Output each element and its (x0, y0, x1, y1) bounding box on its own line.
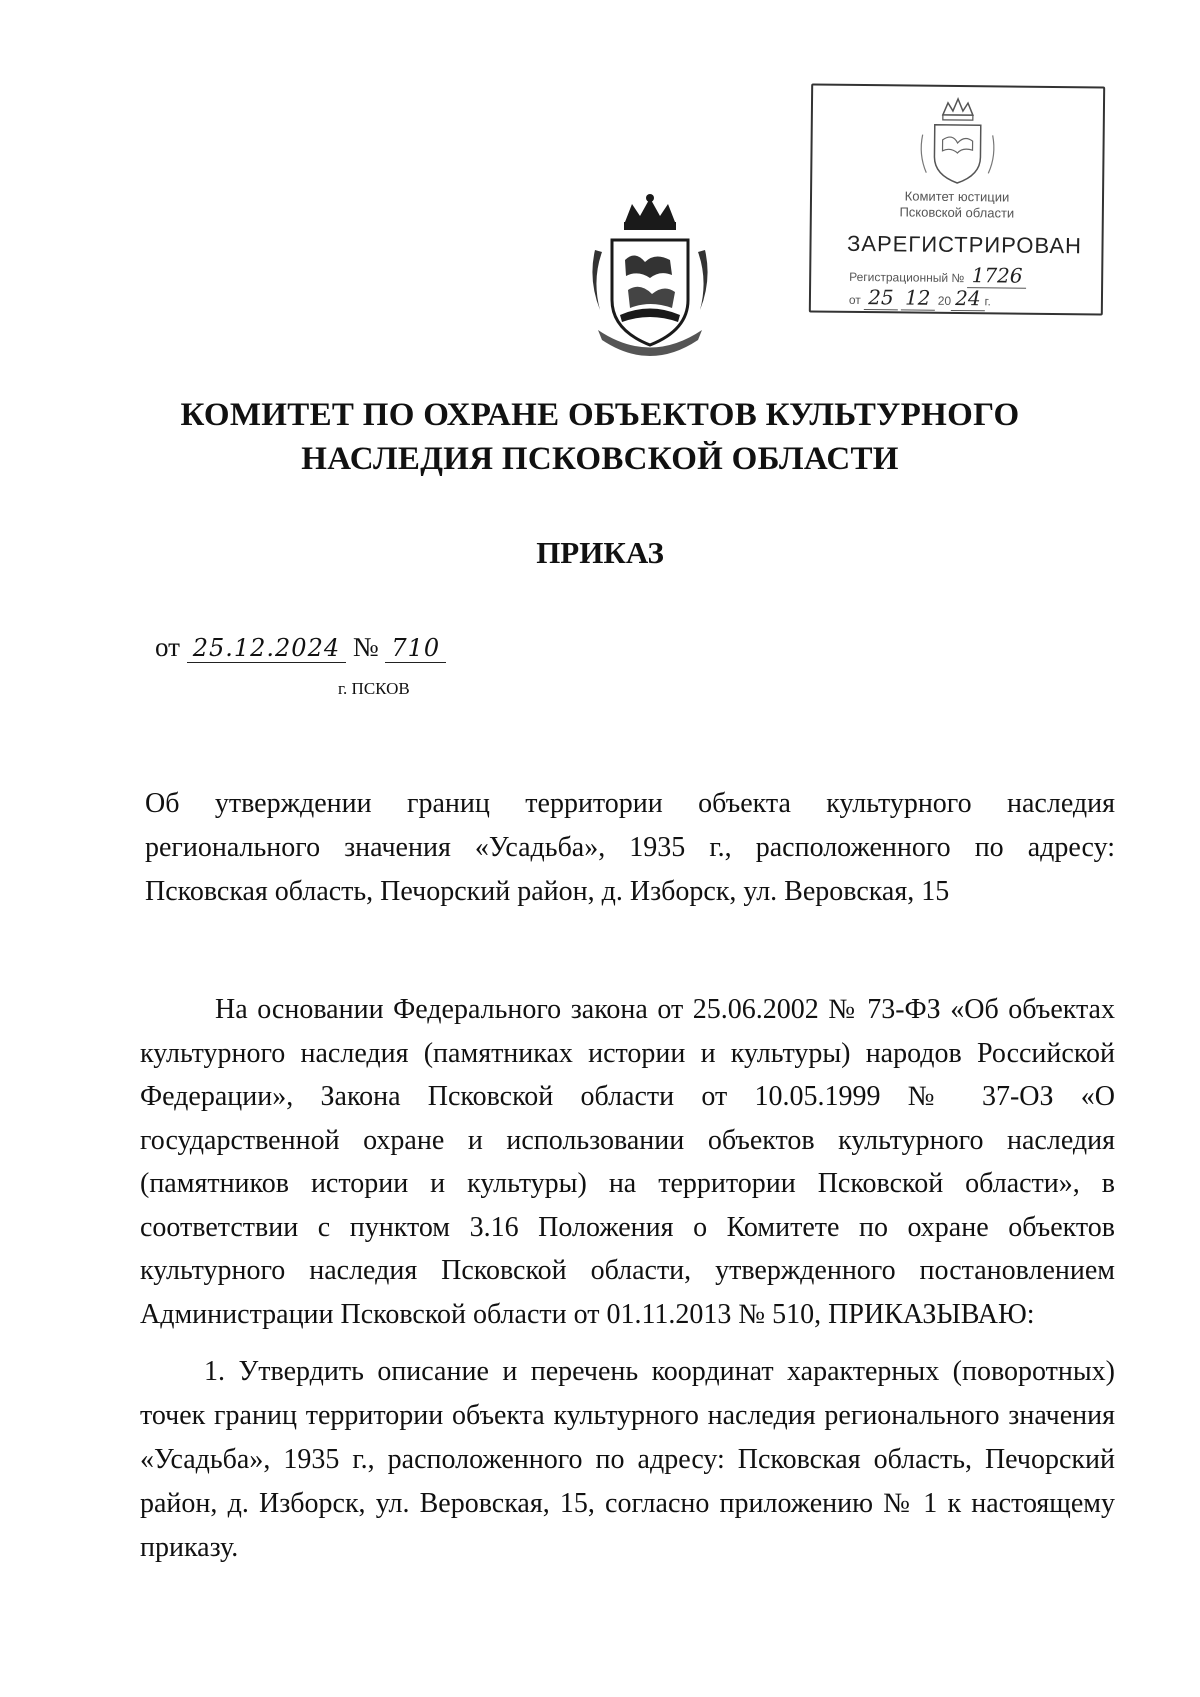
item-1-paragraph: 1. Утвердить описание и перечень координат характерных (поворотных) точек границ территории объекта культурного наследия регионального значения «Усадьба», 1935 г., расположенного по адресу: Псковская область, Печорский район, д. Изборск, ул. Веровская, 15, согласно приложению № 1 к настоящему приказу. (140, 1356, 1115, 1563)
stamp-reg-label: Регистрационный № (849, 269, 965, 286)
order-date-value: 25.12.2024 (187, 634, 346, 663)
order-number-value: 710 (385, 634, 446, 663)
order-item-1 (140, 1350, 1115, 1570)
organization-title-line1: КОМИТЕТ ПО ОХРАНЕ ОБЪЕКТОВ КУЛЬТУРНОГО (180, 397, 1020, 433)
document-type: ПРИКАЗ (536, 535, 664, 570)
stamp-date-month: 12 (901, 285, 935, 310)
order-preamble (140, 988, 1115, 1336)
stamp-date-suffix: г. (984, 294, 991, 309)
stamp-org-line1: Комитет юстиции (904, 188, 1010, 205)
organization-title (150, 393, 1050, 481)
stamp-title: ЗАРЕГИСТРИРОВАН (846, 230, 1083, 259)
order-date-number (155, 632, 446, 663)
preamble-paragraph: На основании Федерального закона от 25.06.2002 № 73-ФЗ «Об объектах культурного наследия (памятниках истории и культуры) народов Российской Федерации», Закона Псковской области от 10.05.1999 № 37-ОЗ «О государственной охране и использовании объектов культурного наследия (памятников истории и культуры) на территории Псковской области», в соответствии с пунктом 3.16 Положения о Комитете по охране объектов культурного наследия Псковской области, утвержденного постановлением Администрации Псковской области от 01.11.2013 № 510, ПРИКАЗЫВАЮ: (140, 994, 1115, 1330)
order-subject: Об утверждении границ территории объекта культурного наследия регионального значения «Усадьба», 1935 г., расположенного по адресу: Псковская область, Печорский район, д. Изборск, ул. Веровская, 15 (145, 788, 1115, 907)
stamp-date-day: 25 (864, 285, 898, 310)
stamp-organization (852, 188, 1062, 222)
stamp-date-line (849, 285, 991, 310)
stamp-org-line2: Псковской области (899, 204, 1015, 221)
order-number-prefix: № (352, 632, 379, 662)
stamp-date-label: от (848, 292, 861, 307)
organization-title-line2: НАСЛЕДИЯ ПСКОВСКОЙ ОБЛАСТИ (301, 441, 899, 477)
coat-of-arms-icon (580, 190, 720, 360)
stamp-emblem-icon (912, 95, 1003, 191)
registration-stamp (809, 83, 1105, 315)
stamp-reg-line (849, 262, 1027, 288)
order-city: г. ПСКОВ (338, 679, 410, 698)
stamp-date-year-prefix: 20 (937, 293, 952, 308)
order-date-prefix: от (155, 632, 180, 662)
stamp-reg-number: 1726 (968, 263, 1027, 289)
stamp-date-year: 24 (951, 286, 985, 311)
